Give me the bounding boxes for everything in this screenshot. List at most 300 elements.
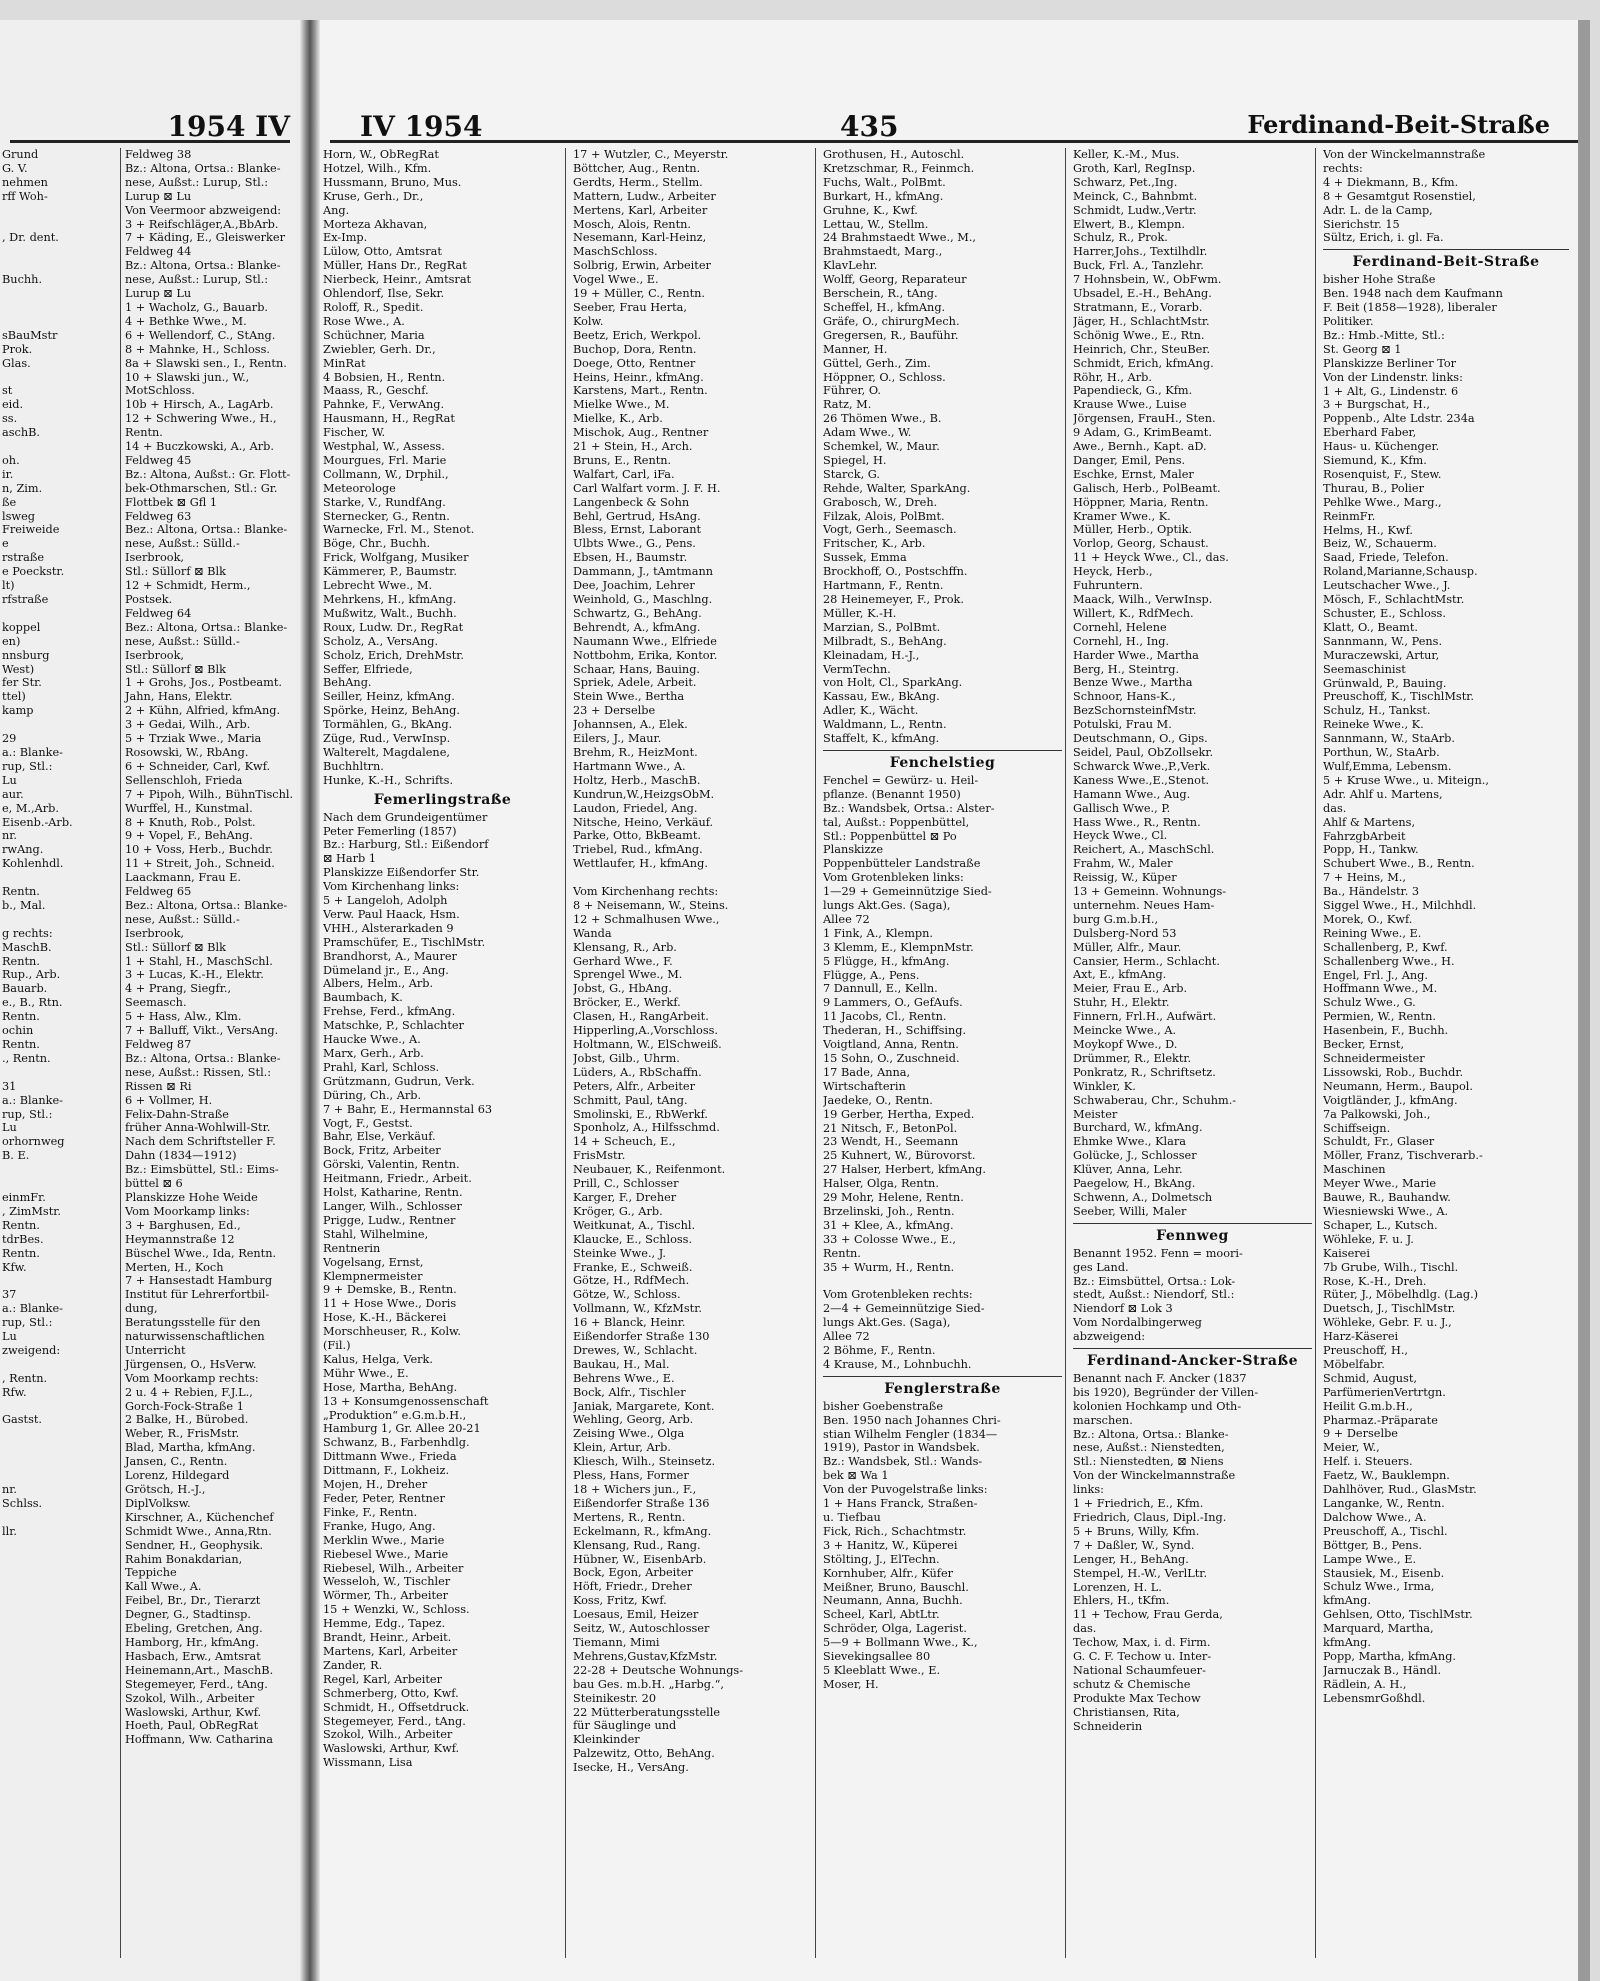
directory-entry: Jansen, C., Rentn. (125, 1455, 228, 1469)
street-heading: Ferdinand-Ancker-Straße (1086, 1353, 1299, 1370)
directory-entry: Schuldt, Fr., Glaser (1323, 1135, 1435, 1149)
directory-entry: VHH., Alsterarkaden 9 (323, 921, 454, 935)
directory-entry: Hemme, Edg., Tapez. (323, 1617, 446, 1631)
directory-entry: Faetz, W., Bauklempn. (1323, 1469, 1450, 1483)
directory-entry: Politiker. (1323, 314, 1374, 328)
directory-entry: 5 + Langeloh, Adolph (323, 894, 448, 908)
directory-entry: Christiansen, Rita, (1073, 1705, 1180, 1719)
directory-entry: Meincke Wwe., A. (1073, 1024, 1177, 1038)
directory-entry: Weitkunat, A., Tischl. (573, 1218, 696, 1232)
directory-entry: Karstens, Mart., Rentn. (573, 384, 708, 398)
directory-entry: 8 + Mahnke, H., Schloss. (125, 342, 270, 356)
directory-entry: 17 Bade, Anna, (823, 1065, 911, 1079)
directory-entry: Fritscher, K., Arb. (823, 537, 926, 551)
directory-entry: Grabosch, W., Dreh. (823, 495, 938, 509)
directory-entry: Vogelsang, Ernst, (323, 1255, 424, 1269)
directory-entry: Mojen, H., Dreher (323, 1478, 428, 1492)
directory-entry: 19 + Müller, C., Rentn. (573, 287, 706, 301)
directory-entry: 3 + Gedai, Wilh., Arb. (125, 718, 251, 732)
directory-entry: Bauarb. (2, 982, 48, 996)
directory-entry: Vom Kirchenhang rechts: (573, 885, 719, 899)
directory-entry: 6 + Schneider, Carl, Kwf. (125, 759, 271, 773)
directory-entry: Bahr, Else, Verkäuf. (323, 1130, 436, 1144)
directory-entry: Fuchs, Walt., PolBmt. (823, 175, 946, 189)
directory-entry: Von der Winckelmannstraße (1323, 148, 1486, 161)
directory-entry: Sierichstr. 15 (1323, 217, 1400, 231)
directory-entry: Krause Wwe., Luise (1073, 398, 1187, 412)
directory-entry: 16 + Blanck, Heinr. (573, 1316, 686, 1330)
directory-entry: Horn, W., ObRegRat (323, 148, 439, 161)
directory-entry: Röhr, H., Arb. (1073, 370, 1152, 384)
directory-entry: aschB. (2, 426, 41, 440)
directory-entry: tdrBes. (2, 1232, 44, 1246)
directory-entry (2, 204, 112, 218)
directory-entry: Vorlop, Georg, Schaust. (1073, 537, 1209, 551)
directory-entry: Dittmann, F., Lokheiz. (323, 1464, 450, 1478)
directory-entry: marschen. (1073, 1413, 1133, 1427)
directory-entry: Hoeth, Paul, ObRegRat (125, 1719, 259, 1733)
directory-entry: Dulsberg-Nord 53 (1073, 926, 1177, 940)
directory-entry: Morschheuser, R., Kolw. (323, 1325, 461, 1339)
directory-entry: nnsburg (2, 648, 50, 662)
left-page (0, 20, 300, 1981)
directory-entry: LebensmrGoßhdl. (1323, 1691, 1426, 1705)
directory-entry: Wanda (573, 926, 612, 940)
directory-entry: Fick, Rich., Schachtmstr. (823, 1524, 967, 1538)
directory-entry: Stuhr, H., Elektr. (1073, 996, 1170, 1010)
directory-entry: 1 + Alt, G., Lindenstr. 6 (1323, 384, 1459, 398)
directory-entry: Bz.: Wandsbek, Stl.: Wands- (823, 1455, 983, 1469)
directory-entry: Fenchel = Gewürz- u. Heil- (823, 773, 979, 787)
directory-entry: Neumann, Anna, Buchh. (823, 1594, 963, 1608)
directory-entry: Maack, Wilh., VerwInsp. (1073, 593, 1213, 606)
directory-entry: Stl.: Süllorf ⊠ Blk (125, 662, 226, 676)
left-page-label: 1954 IV (167, 110, 290, 143)
directory-entry: u. Tiefbau (823, 1511, 881, 1524)
directory-entry: Bz.: Wandsbek, Ortsa.: Alster- (823, 801, 995, 815)
directory-entry: oh. (2, 453, 20, 467)
directory-entry: Brehm, R., HeizMont. (573, 745, 698, 759)
directory-entry: DiplVolksw. (125, 1496, 191, 1510)
directory-entry: Baukau, H., Mal. (573, 1357, 670, 1371)
directory-entry: 13 + Gemeinn. Wohnungs- (1073, 885, 1227, 899)
directory-spread (0, 20, 1600, 1981)
street-heading: Feldweg 38 (125, 148, 192, 161)
directory-entry: 9 + Derselbe (1323, 1427, 1398, 1441)
directory-entry: 7 + Hansestadt Hamburg (125, 1274, 273, 1288)
directory-entry: Groth, Karl, RegInsp. (1073, 161, 1196, 175)
directory-entry (2, 1163, 112, 1177)
directory-entry: 5 + Trziak Wwe., Maria (125, 732, 262, 746)
directory-entry: Milbradt, S., BehAng. (823, 634, 947, 648)
directory-entry: 37 (2, 1288, 17, 1302)
directory-entry: Kundrun,W.,HeizgsObM. (573, 787, 715, 801)
directory-entry: Klein, Artur, Arb. (573, 1441, 671, 1455)
directory-entry: Karger, F., Dreher (573, 1190, 677, 1204)
directory-entry: Kassau, Ew., BkAng. (823, 690, 940, 704)
directory-entry: G. V. (2, 161, 28, 175)
directory-entry: Ang. (323, 203, 350, 217)
directory-entry: Behrens Wwe., E. (573, 1371, 675, 1385)
directory-entry: Weber, R., FrisMstr. (125, 1427, 240, 1441)
directory-entry: Lüders, A., RbSchaffn. (573, 1065, 702, 1079)
directory-entry: Hartmann, F., Rentn. (823, 579, 944, 593)
street-heading: Ferdinand-Beit-Straße (1352, 254, 1540, 271)
directory-entry: Thederan, H., Schiffsing. (823, 1024, 967, 1038)
directory-entry: 11 + Heyck Wwe., Cl., das. (1073, 551, 1229, 565)
directory-entry: 3 + Lucas, K.-H., Elektr. (125, 968, 264, 982)
directory-entry: 21 + Stein, H., Arch. (573, 440, 693, 454)
directory-entry: 3 + Hanitz, W., Küperei (823, 1538, 958, 1552)
directory-entry: Heilit G.m.b.H., (1323, 1399, 1413, 1413)
directory-entry: burg G.m.b.H., (1073, 912, 1159, 926)
directory-column-5 (1320, 148, 1572, 1958)
directory-entry (2, 1177, 112, 1191)
directory-entry: Walfart, Carl, iFa. (573, 467, 675, 481)
directory-entry: 4 Krause, M., Lohnbuchh. (823, 1357, 972, 1371)
directory-entry: 7b Grube, Wilh., Tischl. (1323, 1260, 1459, 1274)
directory-entry: bisher Goebenstraße (823, 1399, 944, 1413)
directory-entry: Kämmerer, P., Baumstr. (323, 565, 457, 579)
directory-entry: 6 + Wellendorf, C., StAng. (125, 328, 276, 342)
directory-entry: Mertens, Karl, Arbeiter (573, 203, 708, 217)
directory-entry: Sternecker, G., Rentn. (323, 509, 450, 523)
directory-entry: 2—4 + Gemeinnützige Sied- (823, 1302, 985, 1316)
directory-entry: Planskizze Eißendorfer Str. (323, 866, 480, 880)
directory-entry: 9 Lammers, O., GefAufs. (823, 996, 963, 1010)
directory-entry: Voigtland, Anna, Rentn. (823, 1038, 959, 1052)
directory-entry: Gruhne, K., Kwf. (823, 203, 918, 217)
directory-entry: Wirtschafterin (823, 1079, 906, 1093)
directory-entry: unternehm. Neues Ham- (1073, 898, 1215, 912)
directory-entry: St. Georg ⊠ 1 (1323, 342, 1402, 356)
directory-entry: Helms, H., Kwf. (1323, 523, 1413, 537)
directory-entry: Keller, K.-M., Mus. (1073, 148, 1180, 161)
directory-entry: 11 + Streit, Joh., Schneid. (125, 857, 275, 871)
directory-entry: bis 1920), Begründer der Villen- (1073, 1385, 1259, 1399)
directory-entry: ⊠ Harb 1 (323, 852, 377, 866)
directory-entry: Solbrig, Erwin, Arbeiter (573, 259, 711, 273)
directory-entry: Naumann Wwe., Elfriede (573, 634, 717, 648)
directory-entry: Willert, K., RdfMech. (1073, 606, 1194, 620)
directory-entry: Koss, Fritz, Kwf. (573, 1594, 667, 1608)
directory-entry: Stölting, J., ElTechn. (823, 1552, 940, 1566)
directory-entry: Zwiebler, Gerh. Dr., (323, 342, 436, 356)
directory-entry: 7 Dannull, E., Kelln. (823, 982, 938, 996)
directory-entry: ttel) (2, 690, 26, 704)
directory-entry (2, 1400, 112, 1414)
directory-entry: Büschel Wwe., Ida, Rentn. (125, 1246, 277, 1260)
directory-entry: Isecke, H., VersAng. (573, 1761, 689, 1775)
directory-entry (2, 1274, 112, 1288)
directory-entry: Dümeland jr., E., Ang. (323, 963, 449, 977)
directory-entry: tal, Außst.: Poppenbüttel, (823, 815, 970, 829)
directory-entry: Hamann Wwe., Aug. (1073, 787, 1191, 801)
directory-entry: Grötsch, H.-J., (125, 1483, 206, 1496)
directory-entry: Stahl, Wilhelmine, (323, 1227, 429, 1241)
directory-entry: Pehlke Wwe., Marg., (1323, 495, 1442, 509)
directory-entry (2, 607, 112, 621)
directory-entry: das. (1073, 1622, 1097, 1636)
directory-entry: das. (1323, 801, 1347, 815)
directory-entry: Gehlsen, Otto, TischlMstr. (1323, 1608, 1473, 1622)
directory-entry: Meier, W., (1323, 1441, 1380, 1455)
directory-entry: 3 Klemm, E., KlempnMstr. (823, 940, 974, 954)
directory-entry: Schwanz, B., Farbenhdlg. (323, 1436, 470, 1450)
directory-entry: Dammann, J., tAmtmann (573, 565, 714, 579)
directory-entry: Mourgues, Frl. Marie (323, 453, 447, 467)
directory-entry: kfmAng. (1323, 1636, 1371, 1650)
directory-entry: MotSchloss. (125, 384, 195, 398)
directory-entry: Marquard, Martha, (1323, 1622, 1434, 1636)
directory-entry: Klensang, R., Arb. (573, 940, 677, 954)
directory-entry: Laackmann, Frau E. (125, 871, 242, 885)
directory-entry: Collmann, W., Drphil., (323, 467, 449, 481)
directory-entry: Meier, Frau E., Arb. (1073, 982, 1188, 996)
directory-entry: kfmAng. (1323, 1594, 1371, 1608)
directory-entry: FahrzgbArbeit (1323, 829, 1406, 843)
directory-entry: Cansier, Herm., Schlacht. (1073, 954, 1220, 968)
directory-entry: Kaiserei (1323, 1246, 1370, 1260)
directory-entry: Merten, H., Koch (125, 1260, 224, 1274)
directory-entry: 15 Sohn, O., Zuschneid. (823, 1052, 960, 1065)
directory-entry: 2 + Kühn, Alfried, kfmAng. (125, 704, 281, 718)
directory-entry: 28 Heinemeyer, F., Prok. (823, 593, 964, 606)
directory-entry: Wulf,Emma, Lebensm. (1323, 759, 1452, 773)
directory-entry: 7 + Pipoh, Wilh., BühnTischl. (125, 787, 294, 801)
directory-entry: Schemkel, W., Maur. (823, 440, 940, 454)
directory-entry: Dee, Joachim, Lehrer (573, 579, 695, 593)
directory-entry: Jobst, Gilb., Uhrm. (573, 1051, 680, 1065)
directory-entry: rechts: (1323, 161, 1363, 175)
directory-entry: b., Mal. (2, 898, 46, 912)
directory-entry: 3 + Barghusen, Ed., (125, 1218, 241, 1232)
directory-entry: 26 Thömen Wwe., B. (823, 412, 942, 426)
directory-entry (2, 315, 112, 329)
street-heading: Feldweg 64 (125, 606, 192, 620)
directory-entry: Gregersen, R., Bauführ. (823, 328, 959, 342)
directory-entry: Flügge, A., Pens. (823, 968, 920, 982)
directory-entry (2, 371, 112, 385)
directory-entry: Langenbeck & Sohn (573, 495, 690, 509)
directory-column-2 (570, 148, 816, 1958)
directory-entry: Mischok, Aug., Rentner (573, 426, 709, 440)
directory-entry: nese, Außst.: Lurup, Stl.: (125, 273, 269, 287)
directory-entry: Kleinkinder (573, 1733, 640, 1747)
directory-entry: Riebesel, Wilh., Arbeiter (323, 1561, 464, 1575)
directory-entry: a.: Blanke- (2, 1093, 63, 1107)
street-heading: Feldweg 63 (125, 509, 192, 523)
directory-column-3 (820, 148, 1066, 1958)
directory-entry: Helf. i. Steuers. (1323, 1455, 1413, 1469)
directory-entry: 9 + Vopel, F., BehAng. (125, 829, 253, 843)
directory-entry: Schönig Wwe., E., Rtn. (1073, 328, 1205, 342)
directory-entry (2, 1511, 112, 1525)
directory-entry: Müller, Hans Dr., RegRat (323, 259, 467, 273)
directory-entry: Hoffmann Wwe., M. (1323, 982, 1438, 996)
directory-entry: Lenger, H., BehAng. (1073, 1552, 1189, 1566)
section-divider (1073, 1223, 1312, 1224)
directory-entry: früher Anna-Wohlwill-Str. (125, 1121, 271, 1135)
directory-entry: Rahim Bonakdarian, (125, 1552, 243, 1566)
directory-entry: 4 + Prang, Siegfr., Seemasch. (125, 982, 232, 1010)
directory-entry: Papendieck, G., Kfm. (1073, 384, 1193, 398)
directory-entry: Benze Wwe., Martha (1073, 676, 1193, 690)
directory-entry: 22 Mütterberatungsstelle (573, 1705, 721, 1719)
directory-entry: Waslowski, Arthur, Kwf. (125, 1705, 262, 1719)
directory-entry: Stausiek, M., Eisenb. (1323, 1566, 1445, 1580)
directory-entry: Schmidt, H., Offsetdruck. (323, 1700, 470, 1714)
directory-entry: Schwaberau, Chr., Schuhm.- (1073, 1093, 1237, 1107)
directory-entry: Nitsche, Heino, Verkäuf. (573, 815, 714, 829)
directory-entry: Gerdts, Herm., Stellm. (573, 175, 703, 189)
directory-entry: links: (1073, 1483, 1104, 1497)
directory-entry: 27 Halser, Herbert, kfmAng. (823, 1163, 986, 1177)
directory-entry: 5 Flügge, H., kfmAng. (823, 954, 950, 968)
directory-entry: Reichert, A., MaschSchl. (1073, 843, 1215, 857)
directory-entry: Allee 72 (823, 1330, 870, 1344)
directory-entry: rup, Stl.: (2, 1107, 53, 1121)
directory-entry: Golücke, J., Schlosser (1073, 1149, 1197, 1163)
directory-entry: Schlss. (2, 1496, 43, 1510)
directory-entry: Gastst. (2, 1413, 43, 1427)
directory-entry: Hotzel, Wilh., Kfm. (323, 161, 432, 175)
directory-entry: orhornweg (2, 1135, 65, 1149)
directory-entry: Thurau, B., Polier (1323, 481, 1425, 495)
street-heading: Felix-Dahn-Straße (125, 1107, 229, 1121)
directory-entry: Popp, Martha, kfmAng. (1323, 1649, 1457, 1663)
directory-entry: Bless, Ernst, Laborant (573, 523, 702, 537)
directory-entry: Stl.: Poppenbüttel ⊠ Po (823, 829, 957, 843)
directory-column-4 (1070, 148, 1316, 1958)
directory-entry: 3 + Burgschat, H., (1323, 398, 1430, 412)
directory-entry: 18 + Wichers jun., F., (573, 1483, 697, 1496)
left-page-header (0, 90, 300, 143)
directory-entry (2, 1469, 112, 1483)
directory-entry: Cornehl, H., Ing. (1073, 634, 1170, 648)
directory-entry: ges Land. (1073, 1260, 1129, 1274)
directory-entry: Hamborg, Hr., kfmAng. (125, 1635, 259, 1649)
directory-entry: Wöhleke, Gebr. F. u. J., (1323, 1316, 1452, 1330)
directory-entry: Dittmann Wwe., Frieda (323, 1450, 457, 1464)
directory-entry: nese, Außst.: Sülld.-Iserbrook, (125, 634, 240, 662)
directory-entry: kamp (2, 704, 34, 718)
directory-entry: National Schaumfeuer- (1073, 1663, 1206, 1677)
directory-entry: nehmen (2, 175, 48, 189)
directory-entry: Berg, H., Steintrg. (1073, 662, 1180, 676)
directory-entry: 29 Mohr, Helene, Rentn. (823, 1191, 964, 1205)
directory-entry: ReinmFr. (1323, 509, 1376, 523)
directory-entry: Rup., Arb. (2, 968, 61, 982)
directory-entry: stedt, Außst.: Niendorf, Stl.: (1073, 1288, 1235, 1302)
directory-entry: 23 + Derselbe (573, 704, 656, 718)
directory-entry: 33 + Colosse Wwe., E., (823, 1232, 956, 1246)
directory-entry: ParfümerienVertrtgn. (1323, 1385, 1446, 1399)
directory-entry: Möller, Franz, Tischverarb.- (1323, 1149, 1483, 1163)
directory-entry: Awe., Bernh., Kapt. aD. (1073, 440, 1207, 454)
directory-entry: Behl, Gertrud, HsAng. (573, 509, 701, 523)
directory-entry: Kruse, Gerh., Dr., (323, 189, 424, 203)
directory-entry: Pramschüfer, E., TischlMstr. (323, 935, 486, 949)
directory-entry: Sültz, Erich, i. gl. Fa. (1323, 231, 1444, 245)
directory-entry: Pless, Hans, Former (573, 1469, 689, 1483)
directory-entry: Leutschacher Wwe., J. (1323, 579, 1451, 593)
directory-entry (2, 245, 112, 259)
directory-entry: Rissen ⊠ Ri (125, 1079, 192, 1093)
directory-entry: Finnern, Frl.H., Aufwärt. (1073, 1010, 1217, 1024)
directory-entry: 31 + Klee, A., kfmAng. (823, 1218, 954, 1232)
directory-entry: Kramer Wwe., K. (1073, 509, 1171, 523)
directory-entry: Lurup ⊠ Lu (125, 189, 192, 203)
directory-entry: Parke, Otto, BkBeamt. (573, 829, 701, 843)
directory-entry: Sprengel Wwe., M. (573, 968, 683, 982)
directory-entry: Hübner, W., EisenbArb. (573, 1552, 707, 1566)
directory-entry: Ben. 1950 nach Johannes Chri- (823, 1413, 1001, 1427)
directory-entry: Hose, K.-H., Bäckerei (323, 1311, 447, 1325)
directory-entry: Schulz Wwe., Irma, (1323, 1580, 1435, 1594)
directory-entry: Peter Femerling (1857) (323, 824, 457, 838)
directory-entry: Mösch, F., SchlachtMstr. (1323, 593, 1465, 607)
directory-entry: Janiak, Margarete, Kont. (573, 1399, 715, 1413)
street-heading: Femerlingstraße (373, 791, 512, 808)
directory-entry: ße (2, 495, 17, 509)
directory-entry: Roloff, R., Spedit. (323, 300, 424, 314)
directory-entry: Stegemeyer, Ferd., tAng. (323, 1714, 466, 1728)
running-head: Ferdinand-Beit-Straße (1247, 110, 1550, 139)
directory-entry: Berschein, R., tAng. (823, 287, 938, 301)
directory-entry: Scheffel, H., kfmAng. (823, 300, 946, 314)
directory-entry: Freiweide (2, 523, 60, 537)
directory-entry: 1 Fink, A., Klempn. (823, 926, 934, 940)
directory-entry: Kfw. (2, 1260, 27, 1274)
directory-entry: 11 Jacobs, Cl., Rentn. (823, 1010, 947, 1024)
directory-entry: Franke, Hugo, Ang. (323, 1519, 436, 1533)
directory-entry: BezSchornsteinfMstr. (1073, 704, 1197, 718)
directory-entry: 2 Böhme, F., Rentn. (823, 1344, 936, 1358)
directory-entry: Rentn. (2, 1246, 40, 1260)
directory-entry (2, 1427, 112, 1441)
directory-entry: Wolff, Georg, Reparateur (823, 273, 967, 287)
directory-entry: Klüver, Anna, Lehr. (1073, 1163, 1183, 1177)
directory-entry: Lorenzen, H. L. (1073, 1580, 1162, 1594)
directory-entry: Schwartz, G., BehAng. (573, 606, 702, 620)
directory-entry: Züge, Rud., VerwInsp. (323, 732, 451, 746)
directory-entry: Schulz, R., Prok. (1073, 231, 1168, 245)
directory-entry: Schallenberg Wwe., H. (1323, 954, 1455, 968)
directory-entry: Bock, Alfr., Tischler (573, 1385, 686, 1399)
directory-entry: Sendner, H., Geophysik. (125, 1538, 264, 1552)
directory-entry: Von der Puvogelstraße links: (823, 1483, 988, 1497)
directory-entry: Vom Moorkamp rechts: (125, 1371, 259, 1385)
directory-entry: Brandhorst, A., Maurer (323, 949, 457, 963)
directory-entry: Danger, Emil, Pens. (1073, 453, 1186, 467)
directory-entry: Flottbek ⊠ Gfl 1 (125, 495, 218, 509)
directory-entry: Seidel, Paul, ObZollsekr. (1073, 745, 1214, 759)
directory-entry: Schaper, L., Kutsch. (1323, 1218, 1438, 1232)
directory-entry: 8 + Knuth, Rob., Polst. (125, 815, 256, 829)
right-page (320, 20, 1590, 1981)
directory-entry: Bruns, E., Rentn. (573, 453, 672, 467)
directory-entry: 9 Adam, G., KrimBeamt. (1073, 426, 1212, 440)
directory-entry: Jahn, Hans, Elektr. (125, 690, 233, 704)
directory-entry: Palzewitz, Otto, BehAng. (573, 1747, 715, 1761)
directory-entry: lsweg (2, 509, 35, 523)
directory-entry: Meißner, Bruno, Bauschl. (823, 1580, 969, 1594)
directory-entry: Reining Wwe., E. (1323, 926, 1422, 940)
directory-entry (2, 871, 112, 885)
directory-entry: Blad, Martha, kfmAng. (125, 1441, 256, 1455)
directory-entry: nese, Außst.: Nienstedten, (1073, 1441, 1225, 1455)
